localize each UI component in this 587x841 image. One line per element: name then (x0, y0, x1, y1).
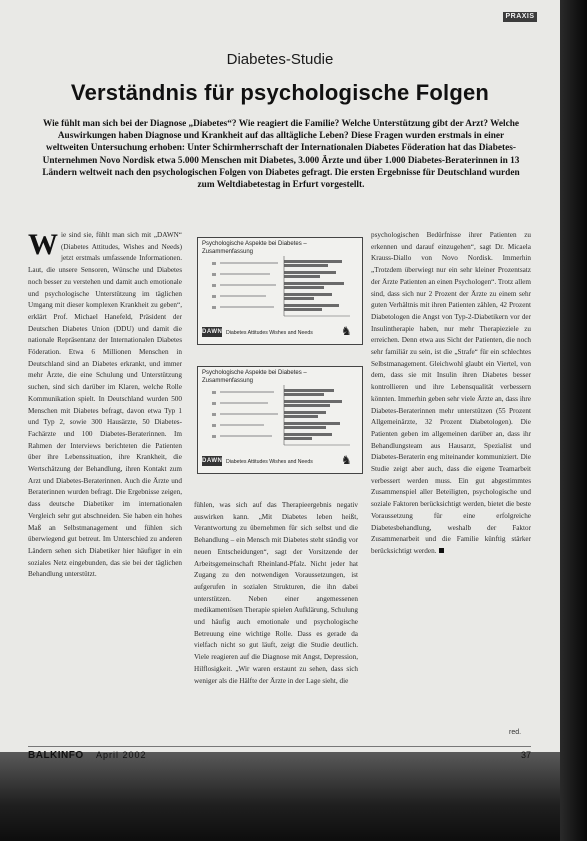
column-2-text: fühlen, was sich auf das Therapieergebnis negativ auswirken kann. „Mit Diabetes leben heißt, Verantwortung zu übernehmen für sich selbst und die Behandlung – ein Mensch mit Diabetes steht ständig vor neuen Entscheidungen“, sagt der Vorsitzende der Arbeitsgemeinschaft Rheinland-Pfalz. Nicht jeder hat Zugang zu den notwendigen Voraussetzungen, ist aufgerufen in sozialen Strukturen, die ihn dabei unterstützen. Neben einer angemessenen medikamentösen Therapie spielen Aufklärung, Schulung und häufig auch emotionale und psychologische Betreuung eine wichtige Rolle. Dass es gerade da vielfach nicht so gut läuft, zeigt die Studie deutlich. Viele reagieren auf die Diagnose mit Angst, Depression, Hilflosigkeit. „Wir waren erstaunt zu sehen, dass sich weniger als die Hälfte der Ärzte in der Lage sieht, die (194, 501, 358, 685)
figure-2-title: Psychologische Aspekte bei Diabetes – Zusammenfassung (202, 370, 307, 384)
figure-1-label-line (220, 284, 276, 286)
figure-1-bullet (212, 262, 216, 265)
figure-1-title: Psychologische Aspekte bei Diabetes – Zusammenfassung (202, 241, 307, 255)
figure-1-bar (284, 271, 336, 274)
figure-2-bar (284, 426, 326, 429)
figure-2-bullet (212, 391, 216, 394)
book-binding-edge (560, 0, 587, 841)
figure-2-bullet (212, 435, 216, 438)
figure-1-bullet (212, 295, 216, 298)
article-lead: Wie fühlt man sich bei der Diagnose „Diabetes“? Wie reagiert die Familie? Welche Unterstützung gibt der Arzt? Welche Auswirkungen haben Diagnose und Krankheit auf das alltägliche Leben? Diese Fragen wurden erstmals in einer weltweiten Untersuchung erhoben: Unter Schirmherrschaft der Internationalen Diabetes Föderation hat das Diabetes-Unternehmen Novo Nordisk etwa 5.000 Menschen mit Diabetes, 3.000 Ärzte und über 1.000 Diabetes-Beraterinnen in 13 Ländern weltweit nach den psychologischen Folgen von Diabetes gefragt. Die ersten Ergebnisse für Deutschland wurden zum Weltdiabetestag in Erfurt vorgestellt. (42, 119, 520, 191)
figure-1-label-line (220, 262, 278, 264)
figure-1-caption: Diabetes Attitudes Wishes and Needs (226, 330, 313, 336)
figure-1-bullet (212, 284, 216, 287)
figure-2-label-line (220, 402, 268, 404)
figure-1-bar (284, 264, 328, 267)
figure-2-bar (284, 433, 332, 436)
figure-1-bar (284, 286, 324, 289)
figure-2-bar (284, 411, 326, 414)
bull-logo-icon: ♞ (341, 324, 352, 338)
figure-1-bullet (212, 273, 216, 276)
article-kicker: Diabetes-Studie (226, 51, 334, 68)
figure-2-label-line (220, 424, 264, 426)
issue-date: April 2002 (96, 750, 147, 760)
figure-1-bar (284, 282, 344, 285)
page-number: 37 (521, 750, 532, 760)
section-badge: PRAXIS (503, 12, 537, 22)
figure-2-label-line (220, 435, 272, 437)
magazine-logo: BALKINFO (28, 750, 84, 761)
column-3-text: psychologischen Bedürfnisse ihrer Patienten zu erkennen und darauf einzugehen“, sagt Dr. Micaela Krauss-Diallo von Novo Nordisk. Immerhin „Trotzdem überwiegt nur ein sehr kleiner Prozentsatz der Ärzte Patienten an einen Psychologen“. Trotz allem sind, dass sich nur 2 Prozent der Ärzte zu einem sehr guten Verhältnis mit ihren Patienten zählen, 42 Prozent Diabetologen die Angst von Typ-2-Diabetikern vor der Insulintherapie haben, nur mehr Therapieziele zu erreichen. Denn etwa aus Sicht der Patienten, die noch sehr familiär zu sein, ist die „Strafe“ für ein schlechtes Selbstmanagement. Gleichwohl glaubt ein Viertel, von dem, dass sie mit Insulin ihren Diabetes besser kontrollieren und ihre Lebensqualität verbessern könnten. Immerhin geben sehr viele Ärzte an, dass ihre Diabetes-Beraterinnen mehr unterstützen (55 Prozent Allgemeinärzte, 32 Prozent Diabetologen). Die Patienten geben im allgemeinen darüber an, dass ihr Behandlungsteam aus Hausarzt, Spezialist und Diabetes-Beraterin eng miteinander kommuniziert. Die Studie zeigt aber auch, dass die eigene Teamarbeit verbessert werden muss. Ein gut abgestimmtes Zusammenspiel aller Beteiligten, psychologische und soziale Faktoren berücksichtigt werden, bietet die beste Voraussetzung für eine erfolgreiche Diabetesbehandlung, weshalb der Faktor Zusammenarbeit und die Familie künftig stärker berücksichtigt werden. (371, 231, 531, 555)
figure-1-bullet (212, 306, 216, 309)
article-headline: Verständnis für psychologische Folgen (70, 80, 490, 105)
end-of-article-mark (439, 548, 444, 553)
figure-2-label-line (220, 391, 274, 393)
article-column-2 (194, 500, 358, 740)
figure-2-bullet (212, 402, 216, 405)
page-shadow (0, 752, 560, 841)
column-1-text: ie sind sie, fühlt man sich mit „DAWN“ (Diabetes Attitudes, Wishes and Needs) jetzt erstmals umfassende Informationen. Laut, die unsere Sensoren, Wünsche und Diabetes noch besser zu verstehen und damit auch emotionale und psychologische Unterstützung im täglichen Umgang mit dieser komplexen Krankheit zu geben“, erklärt Prof. Michael Hanefeld, Präsident der Deutschen Diabetes Union (DDU) und damit die nationale Repräsentanz der Internationalen Diabetes Föderation. Etwa 6 Millionen Menschen in Deutschland sind an Diabetes erkrankt, und immer mehr Ärzte, die eine Schulung und Unterstützung suchen, sind sich darüber im Klaren, welche Rolle Kommunikation spielt. In Deutschland wurden 500 Menschen mit Diabetes befragt, davon etwa Typ 1 und Typ 2, sowie 300 Hausärzte, 50 Diabetes-Fachärzte und 100 Diabetes-Beraterinnen. Im Rahmen der Interviews berichteten die Patienten über ihre Lebenssituation, ihre Krankheit, die Wertschätzung der Behandlung, ihren Kontakt zum Arzt und Diabetes-Beraterinnen. Auch die Ärzte und Beraterinnen wurden befragt. Die Ergebnisse zeigen, dass deutsche Diabetiker im internationalen Vergleich sehr gut abschneiden. Sie haben ein hohes Maß an Selbstmanagement und fühlen sich überwiegend gut betreut. Im Unterschied zu anderen Ländern sehen sich Diabetiker hier häufiger in ein soziales Netz eingebunden, das sie bei der täglichen Behandlung unterstützt. (28, 231, 182, 579)
figure-2-bullet (212, 424, 216, 427)
figure-1-bar (284, 260, 342, 263)
figure-1-bars (198, 238, 362, 344)
figure-1-bar (284, 304, 339, 307)
article-column-1 (28, 230, 182, 740)
figure-2-label-line (220, 413, 278, 415)
figure-2-caption: Diabetes Attitudes Wishes and Needs (226, 459, 313, 465)
author-signature: red. (509, 729, 522, 736)
figure-2-bullet (212, 413, 216, 416)
figure-2-bar (284, 389, 334, 392)
figure-1-label-line (220, 295, 266, 297)
figure-1-bar (284, 308, 322, 311)
figure-2-bar (284, 422, 340, 425)
footer-rule (28, 746, 531, 747)
figure-2-bars (198, 367, 362, 473)
figure-2-bar (284, 404, 330, 407)
figure-2-bar (284, 437, 312, 440)
figure-2-bar (284, 393, 324, 396)
figure-1-bar (284, 275, 320, 278)
figure-1-bar (284, 293, 332, 296)
article-column-3 (371, 230, 531, 708)
figure-1-label-line (220, 306, 274, 308)
dawn-logo: DAWN (202, 329, 223, 335)
drop-cap: W (28, 230, 58, 261)
figure-2-bar (284, 400, 342, 403)
figure-2-bar (284, 415, 318, 418)
dawn-logo: DAWN (202, 458, 223, 464)
figure-1-label-line (220, 273, 270, 275)
figure-chart-1 (197, 237, 363, 345)
figure-1-bar (284, 297, 314, 300)
figure-chart-2 (197, 366, 363, 474)
bull-logo-icon: ♞ (341, 453, 352, 467)
